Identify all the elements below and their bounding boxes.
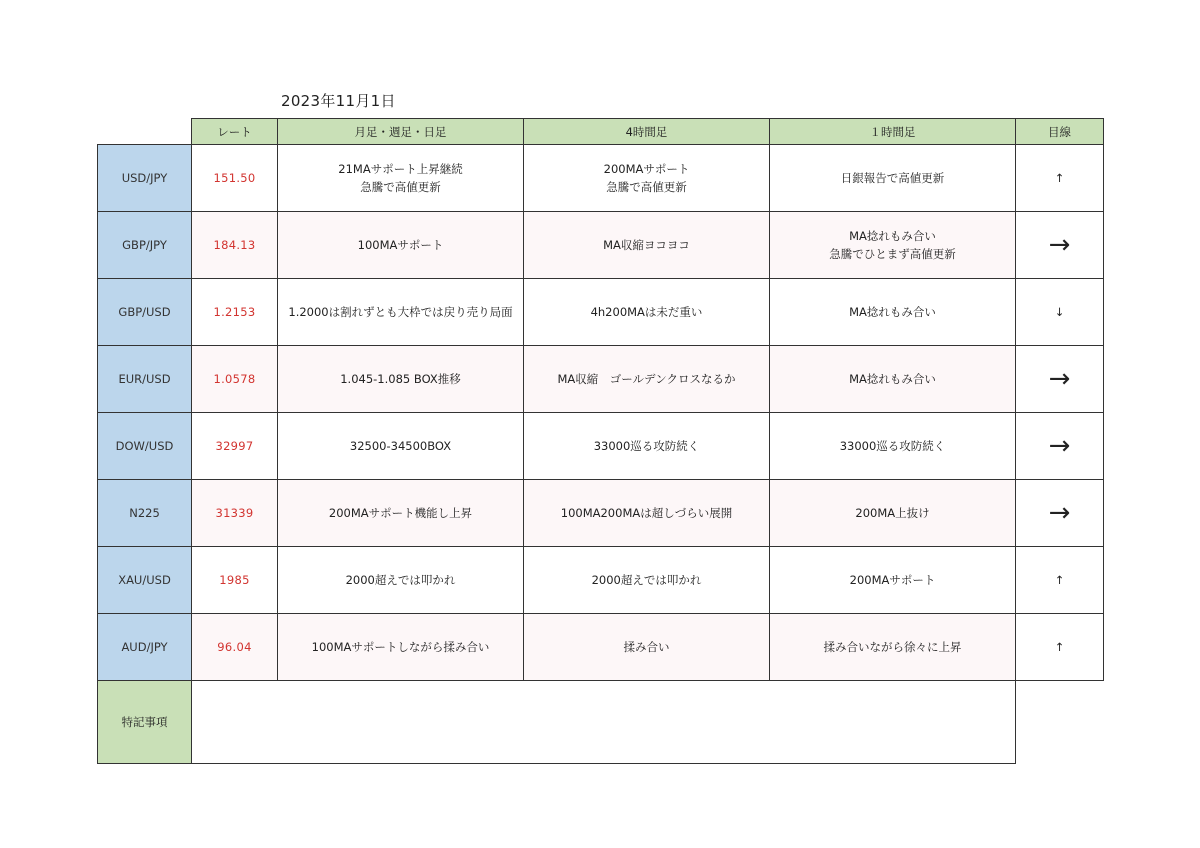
analysis-line: 100MAサポート <box>357 238 444 252</box>
arrow-down-icon: ↓ <box>1054 305 1065 319</box>
analysis-line: 1.045-1.085 BOX推移 <box>340 372 461 386</box>
table-row <box>98 614 1104 681</box>
analysis-cell-mwd <box>278 413 524 480</box>
analysis-line: 100MA200MAは超しづらい展開 <box>560 506 733 520</box>
analysis-line: MA捻れもみ合い <box>849 305 936 319</box>
target-cell <box>1016 346 1104 413</box>
analysis-line: 急騰で高値更新 <box>360 180 441 194</box>
table-row <box>98 279 1104 346</box>
analysis-cell-h4 <box>524 480 770 547</box>
arrow-right-icon: → <box>1048 230 1071 260</box>
analysis-line: MA収縮ヨコヨコ <box>603 238 690 252</box>
header-row <box>98 119 1104 145</box>
analysis-cell-mwd <box>278 145 524 212</box>
arrow-up-icon: ↑ <box>1054 573 1065 587</box>
analysis-cell-h1 <box>770 145 1016 212</box>
table-row <box>98 145 1104 212</box>
rate-value: 31339 <box>192 480 278 547</box>
rate-value: 96.04 <box>192 614 278 681</box>
pair-label: USD/JPY <box>98 145 192 212</box>
analysis-cell-h4 <box>524 614 770 681</box>
analysis-line: 100MAサポートしながら揉み合い <box>311 640 490 654</box>
analysis-cell-h1 <box>770 614 1016 681</box>
analysis-cell-h1 <box>770 413 1016 480</box>
table-row <box>98 346 1104 413</box>
target-cell <box>1016 480 1104 547</box>
analysis-cell-h1 <box>770 279 1016 346</box>
analysis-cell-h4 <box>524 212 770 279</box>
analysis-line: 200MA上抜け <box>855 506 930 520</box>
analysis-cell-h1 <box>770 346 1016 413</box>
header-rate: レート <box>192 119 278 145</box>
analysis-cell-mwd <box>278 547 524 614</box>
header-corner <box>98 119 192 145</box>
analysis-cell-h4 <box>524 346 770 413</box>
analysis-cell-h1 <box>770 212 1016 279</box>
analysis-line: 200MAサポート <box>849 573 936 587</box>
table-row <box>98 212 1104 279</box>
analysis-line: 33000巡る攻防続く <box>839 439 946 453</box>
target-cell <box>1016 614 1104 681</box>
notes-gap <box>1016 681 1104 764</box>
rate-value: 32997 <box>192 413 278 480</box>
analysis-line: 33000巡る攻防続く <box>593 439 700 453</box>
analysis-line: 32500-34500BOX <box>349 439 452 453</box>
header-four-hour: 4時間足 <box>524 119 770 145</box>
table-row <box>98 547 1104 614</box>
arrow-up-icon: ↑ <box>1054 640 1065 654</box>
analysis-line: 急騰で高値更新 <box>606 180 687 194</box>
table-row <box>98 413 1104 480</box>
analysis-cell-h1 <box>770 547 1016 614</box>
analysis-line: 日銀報告で高値更新 <box>840 171 945 185</box>
arrow-right-icon: → <box>1048 364 1071 394</box>
analysis-line: 急騰でひとまず高値更新 <box>829 247 956 261</box>
target-cell <box>1016 212 1104 279</box>
pair-label: DOW/USD <box>98 413 192 480</box>
pair-label: AUD/JPY <box>98 614 192 681</box>
analysis-line: MA収縮 ゴールデンクロスなるか <box>557 372 736 386</box>
analysis-line: 21MAサポート上昇継続 <box>338 162 463 176</box>
target-cell <box>1016 547 1104 614</box>
target-cell <box>1016 145 1104 212</box>
rate-value: 184.13 <box>192 212 278 279</box>
market-analysis-table <box>97 118 1104 764</box>
header-target: 目線 <box>1016 119 1104 145</box>
analysis-cell-mwd <box>278 279 524 346</box>
header-monthly-weekly-daily: 月足・週足・日足 <box>278 119 524 145</box>
analysis-line: MA捻れもみ合い <box>849 229 936 243</box>
pair-label: EUR/USD <box>98 346 192 413</box>
analysis-line: 4h200MAは未だ重い <box>590 305 703 319</box>
report-date: 2023年11月1日 <box>281 92 396 110</box>
analysis-line: 1.2000は割れずとも大枠では戻り売り局面 <box>288 305 513 319</box>
arrow-right-icon: → <box>1048 431 1071 461</box>
arrow-right-icon: → <box>1048 498 1071 528</box>
analysis-cell-mwd <box>278 212 524 279</box>
analysis-cell-h4 <box>524 279 770 346</box>
rate-value: 1.2153 <box>192 279 278 346</box>
analysis-line: 2000超えでは叩かれ <box>345 573 456 587</box>
analysis-line: 揉み合い <box>623 640 670 654</box>
analysis-cell-h4 <box>524 145 770 212</box>
rate-value: 1985 <box>192 547 278 614</box>
notes-label: 特記事項 <box>98 681 192 764</box>
analysis-cell-h1 <box>770 480 1016 547</box>
notes-body <box>192 681 1016 764</box>
target-cell <box>1016 279 1104 346</box>
rate-value: 151.50 <box>192 145 278 212</box>
analysis-cell-mwd <box>278 346 524 413</box>
pair-label: GBP/JPY <box>98 212 192 279</box>
target-cell <box>1016 413 1104 480</box>
analysis-line: 揉み合いながら徐々に上昇 <box>823 640 962 654</box>
analysis-cell-h4 <box>524 547 770 614</box>
analysis-cell-mwd <box>278 480 524 547</box>
table-row <box>98 480 1104 547</box>
pair-label: GBP/USD <box>98 279 192 346</box>
analysis-line: 2000超えでは叩かれ <box>591 573 702 587</box>
rate-value: 1.0578 <box>192 346 278 413</box>
analysis-line: 200MAサポート <box>603 162 690 176</box>
analysis-cell-h4 <box>524 413 770 480</box>
pair-label: XAU/USD <box>98 547 192 614</box>
arrow-up-icon: ↑ <box>1054 171 1065 185</box>
pair-label: N225 <box>98 480 192 547</box>
header-one-hour: １時間足 <box>770 119 1016 145</box>
analysis-line: 200MAサポート機能し上昇 <box>328 506 473 520</box>
analysis-cell-mwd <box>278 614 524 681</box>
analysis-line: MA捻れもみ合い <box>849 372 936 386</box>
notes-row <box>98 681 1104 764</box>
